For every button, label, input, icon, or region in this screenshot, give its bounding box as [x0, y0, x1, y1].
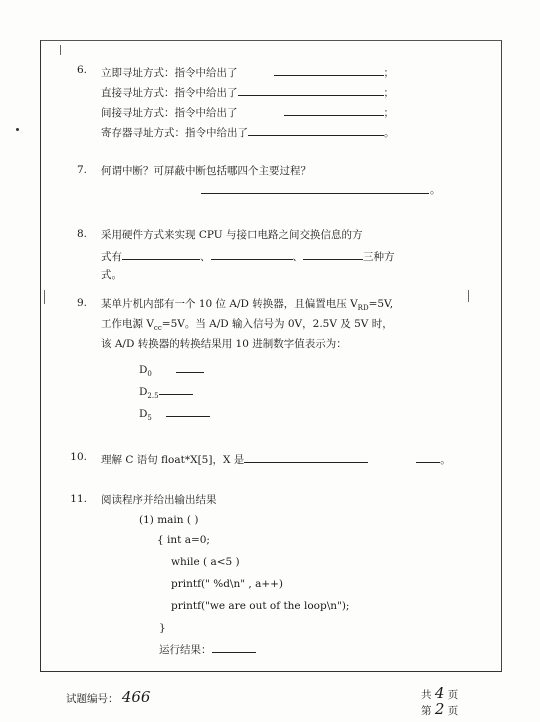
answer-blank[interactable] — [303, 248, 363, 260]
punctuation: 。 — [440, 454, 451, 466]
code-line: { int a=0; — [157, 534, 210, 546]
answer-blank[interactable] — [248, 124, 384, 136]
subscript: 5 — [147, 414, 152, 423]
exam-code-label: 试题编号： — [66, 693, 119, 705]
q7-text: 何谓中断？可屏蔽中断包括哪四个主要过程？ — [101, 165, 311, 177]
q9-item-d0 — [139, 361, 204, 381]
answer-blank[interactable] — [244, 451, 368, 463]
q11-text: 阅读程序并给出输出结果 — [101, 494, 217, 506]
q6-line-label: 间接寻址方式：指令中给出了 — [101, 107, 238, 119]
page-total-prefix: 共 — [421, 689, 432, 701]
q6-line-4 — [101, 124, 395, 140]
result-line — [159, 641, 256, 657]
punctuation: 、 — [200, 251, 211, 263]
scan-mark — [468, 290, 469, 302]
q8-line-1: 采用硬件方式来实现 CPU 与接口电路之间交换信息的方 — [101, 229, 363, 241]
q10-text: 理解 C 语句 float*X[5]，X 是 — [101, 454, 245, 466]
q9-item-d25 — [139, 383, 193, 403]
code-line: while ( a<5 ) — [171, 556, 240, 568]
punctuation: 、 — [292, 251, 303, 263]
q6-line-label: 寄存器寻址方式：指令中给出了 — [101, 127, 248, 139]
page-current-prefix: 第 — [421, 705, 432, 717]
subscript: 0 — [147, 370, 152, 379]
answer-blank[interactable] — [176, 361, 204, 373]
q9-text: =5V, — [368, 298, 394, 310]
page-total-value: 4 — [434, 684, 445, 702]
q9-line-3: 该 A/D 转换器的转换结果用 10 进制数字值表示为： — [101, 338, 347, 350]
punctuation: ； — [383, 107, 394, 119]
q6-line-label: 立即寻址方式：指令中给出了 — [101, 67, 238, 79]
question-number: 8. — [76, 228, 87, 240]
exam-code — [66, 688, 150, 706]
result-label: 运行结果： — [159, 644, 212, 656]
question-number: 9. — [76, 297, 87, 309]
q6-line-1 — [101, 64, 394, 80]
question-number: 10. — [70, 451, 87, 463]
exam-sheet — [40, 40, 502, 672]
question-number: 11. — [70, 493, 87, 505]
q8-text: 式有 — [101, 251, 122, 263]
answer-blank[interactable] — [416, 451, 440, 463]
q9-line-2 — [101, 317, 393, 335]
answer-blank[interactable] — [122, 248, 200, 260]
punctuation: ； — [383, 67, 394, 79]
code-line: } — [159, 622, 166, 634]
page-current-value: 2 — [434, 700, 445, 718]
item-label: D — [139, 386, 148, 398]
answer-blank[interactable] — [284, 104, 384, 116]
answer-blank[interactable] — [166, 405, 210, 417]
answer-line[interactable] — [201, 193, 429, 194]
page-total-suffix: 页 — [447, 689, 459, 701]
subscript: RD — [357, 304, 369, 313]
q8-text: 三种方 — [363, 251, 395, 263]
subscript: cc — [153, 324, 162, 333]
code-line: printf("we are out of the loop\n"); — [171, 600, 350, 612]
q9-text: =5V。当 A/D 输入信号为 0V，2.5V 及 5V 时， — [161, 318, 393, 330]
page-current-suffix: 页 — [447, 705, 459, 717]
scan-mark — [44, 290, 45, 304]
q9-item-d5 — [139, 405, 210, 425]
answer-blank[interactable] — [274, 64, 384, 76]
subscript: 2.5 — [147, 392, 159, 401]
punctuation: 。 — [430, 184, 441, 196]
question-number: 7. — [76, 164, 87, 176]
q9-text: 工作电源 V — [101, 318, 154, 330]
code-line: printf(" %d\n" , a++) — [171, 578, 284, 590]
q8-line-2 — [101, 248, 395, 264]
scan-speck — [16, 128, 19, 131]
punctuation: 。 — [384, 127, 395, 139]
answer-blank[interactable] — [211, 248, 293, 260]
q9-text: 某单片机内部有一个 10 位 A/D 转换器，且偏置电压 V — [101, 298, 358, 310]
q10-line — [101, 451, 451, 467]
q8-line-3: 式。 — [101, 269, 122, 281]
question-number: 6. — [76, 64, 87, 76]
q6-line-3 — [101, 104, 394, 120]
q9-line-1 — [101, 297, 393, 315]
item-label: D — [139, 408, 148, 420]
punctuation: ； — [383, 87, 394, 99]
code-line: (1) main ( ) — [139, 514, 199, 526]
answer-blank[interactable] — [212, 641, 256, 653]
item-label: D — [139, 364, 148, 376]
q6-line-label: 直接寻址方式：指令中给出了 — [101, 87, 238, 99]
exam-code-value: 466 — [121, 688, 151, 706]
q6-line-2 — [101, 84, 394, 100]
answer-blank[interactable] — [238, 84, 384, 96]
answer-blank[interactable] — [159, 383, 193, 395]
scan-mark — [60, 45, 61, 55]
page-current — [421, 700, 458, 718]
